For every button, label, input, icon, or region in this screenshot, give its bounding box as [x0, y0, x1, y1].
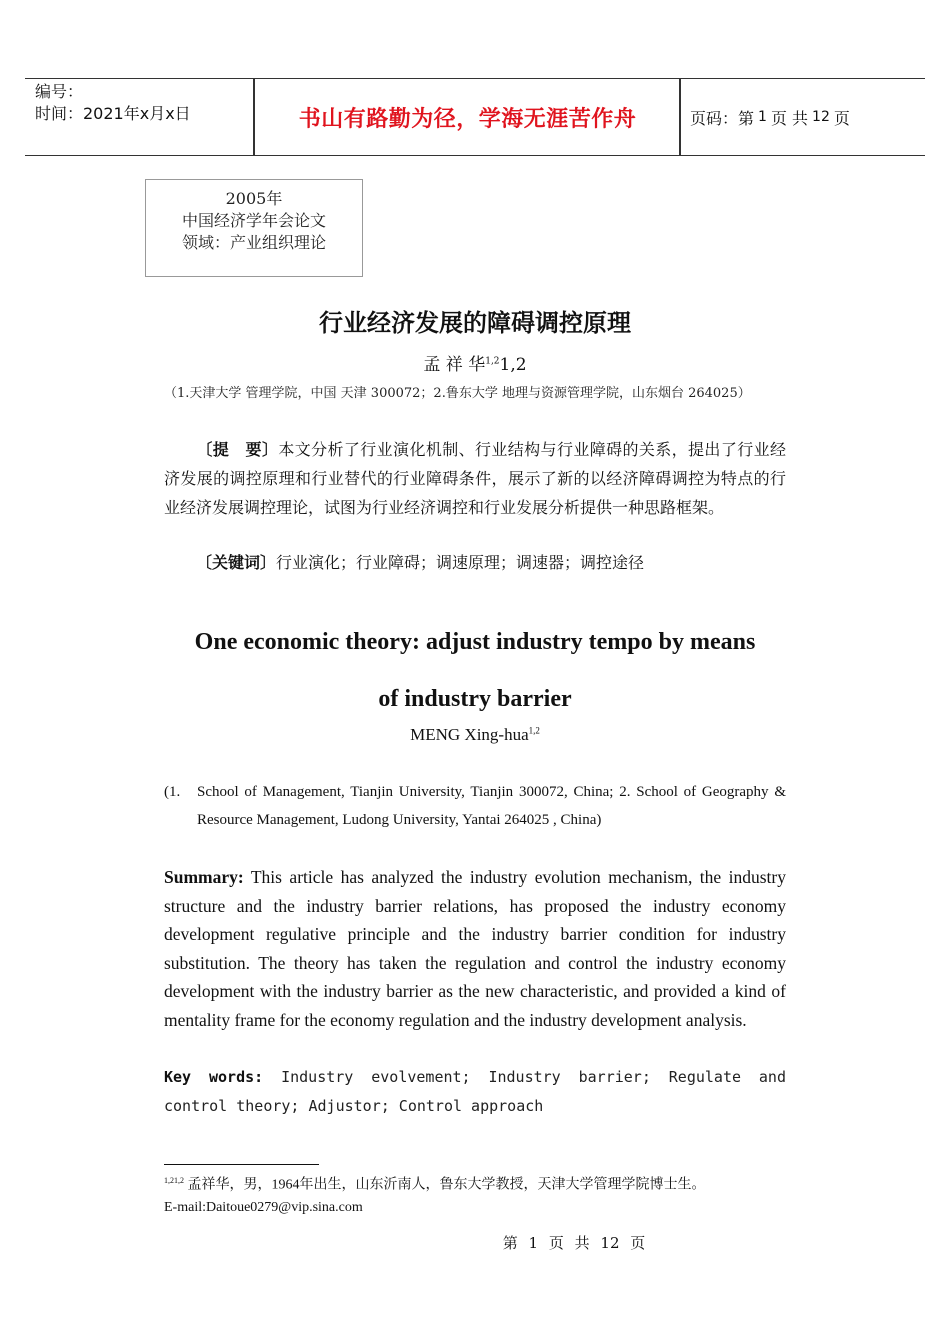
english-keywords-text: Industry evolvement; Industry barrier; Regulate and control theory; Adjustor; Control approach: [164, 1068, 786, 1115]
english-affil-num: (1.: [164, 784, 181, 800]
english-author-sup: 1,2: [528, 725, 540, 736]
header-motto: 书山有路勤为径，学海无涯苦作舟: [298, 106, 637, 132]
info-box: [145, 179, 363, 277]
english-author-name: MENG Xing-hua: [410, 725, 529, 744]
footnote: [164, 1170, 824, 1219]
number-label: 编号：: [35, 82, 84, 101]
english-title: [0, 614, 950, 728]
chinese-keywords: [164, 548, 786, 577]
pager-word: 页: [548, 1234, 564, 1252]
time-label: 时间：2021年x月x日: [35, 104, 191, 123]
english-affiliation: [164, 778, 786, 834]
page-mid: 页 共: [770, 108, 809, 128]
chinese-author-name: 孟 祥 华: [423, 355, 486, 375]
chinese-author-suffix: 1,2: [499, 355, 527, 375]
chinese-author-sup: 1,2: [485, 356, 500, 367]
chinese-title: 行业经济发展的障碍调控原理: [319, 309, 631, 337]
page-total: 12: [812, 109, 830, 125]
page-footer: [0, 1232, 950, 1253]
footnote-line1: 孟祥华，男，1964年出生，山东沂南人，鲁东大学教授，天津大学管理学院博士生。: [187, 1177, 706, 1193]
english-summary-label: Summary:: [164, 867, 244, 887]
page-current: 1: [758, 109, 767, 125]
chinese-keywords-label: 〔关键词〕: [196, 553, 277, 572]
info-field: 领域：产业组织理论: [181, 233, 326, 252]
chinese-affiliation: （1.天津大学 管理学院，中国 天津 300072；2.鲁东大学 地理与资源管理学院，山东烟台 264025）: [164, 386, 751, 401]
header-divider: [679, 79, 681, 155]
page-prefix: 页码：第: [690, 108, 755, 128]
page-header: [25, 78, 925, 156]
page-suffix: 页: [833, 108, 850, 128]
chinese-abstract-text: 本文分析了行业演化机制、行业结构与行业障碍的关系，提出了行业经济发展的调控原理和行业替代的行业障碍条件，展示了新的以经济障碍调控为特点的行业经济发展调控理论，试图为行业经济调控和行业发展分析提供一种思路框架。: [164, 440, 786, 517]
english-keywords-label: Key words:: [164, 1068, 264, 1086]
english-summary: [164, 863, 786, 1034]
footnote-rule: [164, 1164, 319, 1165]
english-title-line2: of industry barrier: [378, 686, 572, 712]
footnote-sup: 1,21,2: [164, 1176, 184, 1185]
header-meta: [35, 81, 255, 125]
english-keywords: [164, 1063, 786, 1120]
english-summary-text: This article has analyzed the industry evolution mechanism, the industry structure and the industry barrier relations, has proposed the industry economy development regulative principle and the industry barrier condition for industry substitution. The theory has taken the regulation and control the industry economy development with the industry barrier as the new characteristic, and provided a kind of mentality frame for the economy regulation and the industry development analysis.: [164, 867, 786, 1030]
pager-word: 第: [502, 1234, 518, 1252]
footnote-email: E-mail:Daitoue0279@vip.sina.com: [164, 1199, 363, 1215]
pager-word: 页: [630, 1234, 646, 1252]
chinese-author: [0, 350, 950, 375]
header-page-info: [690, 79, 850, 155]
chinese-keywords-text: 行业演化；行业障碍；调速原理；调速器；调控途径: [276, 553, 645, 572]
english-affil-text: School of Management, Tianjin University, Tianjin 300072, China; 2. School of Geography & Resource Management, Ludong University, Yantai 264025 , China): [197, 784, 786, 828]
info-year: 2005年: [225, 189, 283, 208]
pager-word: 共: [574, 1234, 590, 1252]
chinese-abstract-label: 〔提 要〕: [196, 440, 279, 459]
english-title-line1: One economic theory: adjust industry tempo by means: [194, 629, 756, 655]
pager-current: 1: [528, 1234, 539, 1252]
chinese-abstract: [164, 435, 786, 522]
info-conference: 中国经济学年会论文: [181, 211, 326, 230]
english-author: [0, 725, 950, 745]
pager-total: 12: [600, 1234, 620, 1252]
